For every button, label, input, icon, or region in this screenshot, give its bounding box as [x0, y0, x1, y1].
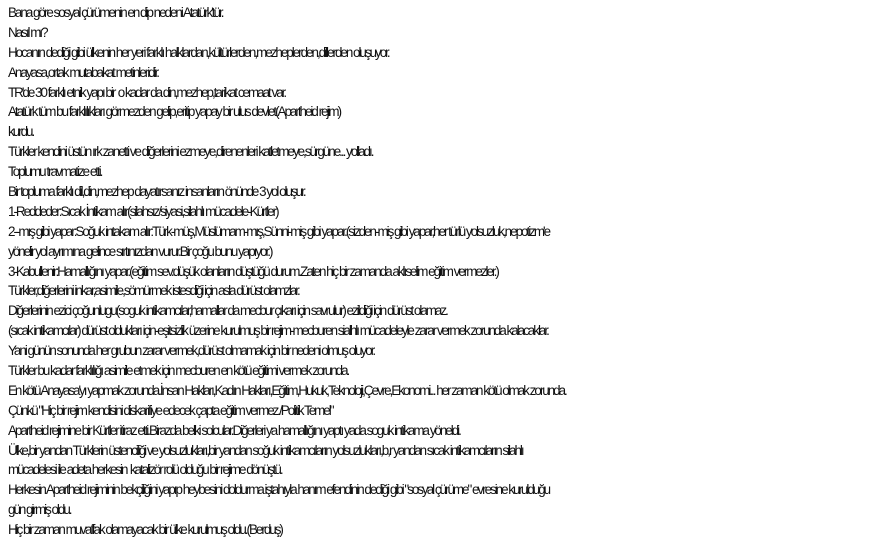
comment-line: 2--mış gibi yapar:Soğuk intakam alır:Türk-müş,Müslümam-mış,Sünni-miş gibi yapar.(sizden-miş gibi yapar,her türlü yolsuzluk,nepotizm'e: [8, 223, 550, 239]
comment-line: Herkesin Apartheid rejiminin bekçiliğini yapıp heybesini doldurma iştahıyla hanım efendinin dediği gibi "sosyal çürüme" evresine kurulduğu: [8, 482, 550, 498]
comment-line: gün girmiş oldu.: [8, 502, 71, 518]
comment-line: Toplumu travmatize etti.: [8, 164, 102, 180]
comment-line: Türkler,diğerlerini inkar,asimile,sömürmek istesdiği için asla dürüst olamzlar.: [8, 283, 299, 299]
comment-line: Atatürk tüm bu farklılıkları görmezden gelip,eritip yapay bir ulus devlet(Apartheid rejim): [8, 104, 341, 120]
comment-line: Yani günün sonunda her grubun zarar vermek,dürüst olmamak için bir nedeni olmuş oluyor.: [8, 343, 375, 359]
comment-line: 3-Kabullenir:Hamallığını yapar.(eğitim sev.düşük olanların düştüğü durum.Zaten hiç bir zamanda aklıselim eğitim vermezler.): [8, 263, 498, 279]
comment-line: Ülke,bir yandan Türklerin üstenciliği ve yolsuzlukları,bir yandan soğuk intikamcıların yolsuzlukları,b,r yandan sıcak intikamcıların silahlı: [8, 442, 523, 458]
comment-line: (sıcak intikamcılar) dürüst oldukları için-eşitsizlik üzerine kurulmuş bir rejim-mecburen sialhlı mücadeleyle zarar vermek zorunda kalacaklar.: [8, 323, 548, 339]
comment-line: Bir topluma farklı dil,din,mezhep dayatırsanız insanların önünde 3 yol oluşur.: [8, 184, 305, 200]
comment-line: kurdu.: [8, 124, 34, 140]
comment-line: Türkler kendini üstün ırk zanetti ve diğerlerini ezmeye,direnenleri katletmeye,sürgüne... yolladı.: [8, 144, 373, 160]
comment-line: Türkler bu kadar farklılığı asimile etmek için mecburen en kötü eğitimi vermek zorunda.: [8, 363, 349, 379]
comment-line: Diğerlerinin ezici çoğunlugu(soguk intikamcılar,hamallar da mecbur çıkarı için savrulur) ezildiği için dürüst olamaz.: [8, 303, 447, 319]
comment-line: Anayasa,ortak mutabakat metinleridir.: [8, 64, 159, 80]
comment-line: Hocanın dediği gibi ülkenin her yeri farklı halklardan,kültürlerden,mezheplerden,dillerden oluşuyor.: [8, 44, 389, 60]
comment-line: mücadelesi ile adeta herkesin katalizör rolü olduğu bir rejime dönüştü.: [8, 462, 282, 478]
comment-line: 1-Reddeder:Sıcak İntikam alır(silahsız/siyasi,silahlı mücadele-Kürtler): [8, 203, 278, 219]
comment-line: Nasıl mı?: [8, 24, 47, 40]
comment-line: TR'de 30 farklı etnik yapı bir o kadar da din,mezhep,tarikat cemaat var.: [8, 84, 286, 100]
comment-line: Bana göre sosyal çürümenin en dip nedeni Atatürk'tür.: [8, 5, 223, 20]
comment-line: Hiç bir zaman muvaffak olamayacak bir ülke kurulmuş oldu.(Berduş): [8, 522, 282, 538]
comment-line: yönelir yol ayrımına gelince sırtınızdan vurur.Bir çoğu bunu yapıyor.): [8, 243, 272, 259]
comment-line: Çünkü "Hiç bir rejim kendisini diskarifiye edecek çapta eğitim vermez./Politik Temel": [8, 402, 333, 418]
comment-line: En kötü Anayasa'yı yapmak zorunda.İnsan Hakları,Kadın Hakları,Eğitim,Hukuk,Teknoloji,Çevre,Ekonomi... her zaman kötü olmak zorunda.: [8, 382, 566, 398]
comment-line: Apartheid rejimine bir Kürtler itiraz etti.Birazda belki solcular.Diğerleri ya hamallığını yaptı yada soguk intikama yöneldi.: [8, 422, 460, 438]
